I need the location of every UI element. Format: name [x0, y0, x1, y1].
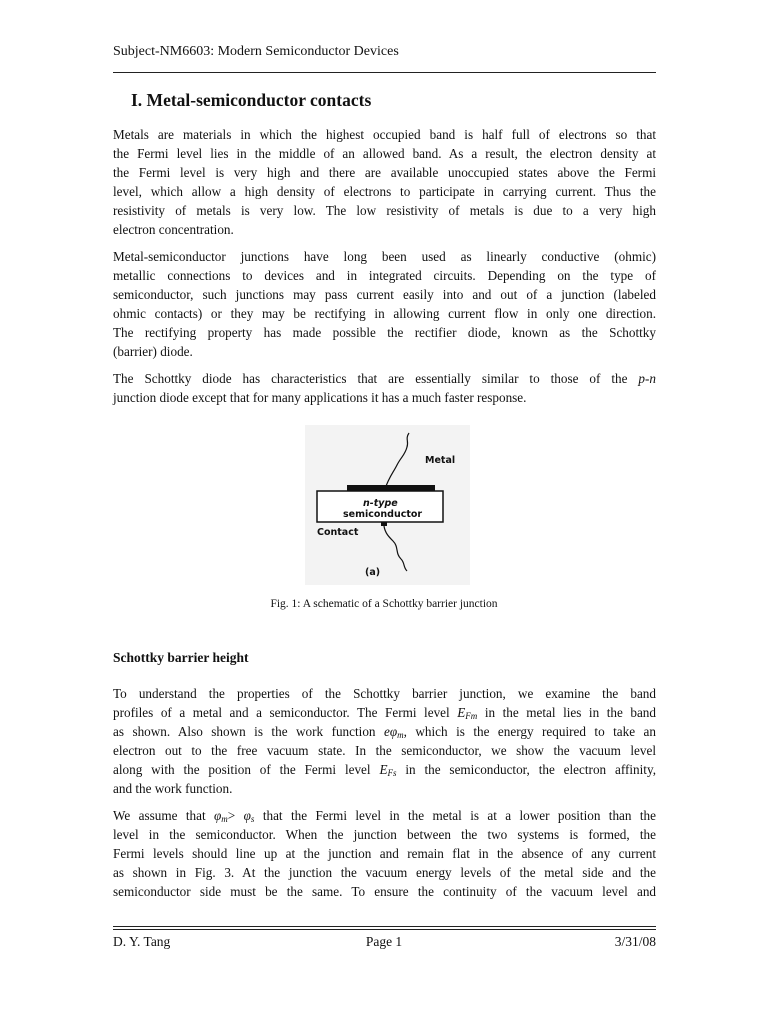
metal-layer: [347, 485, 435, 491]
label-ntype: n-type: [363, 498, 398, 509]
paragraph-line: along with the position of the Fermi level $E_{Fs}$ in the semiconductor, the electron affinity,: [113, 762, 657, 778]
paragraph-line: semiconductor side must be the same. To ensure the continuity of the vacuum level and: [113, 884, 656, 899]
paragraph-line: To understand the properties of the Schottky barrier junction, we examine the band: [113, 686, 656, 701]
italic-pn: p-n: [638, 371, 656, 386]
paragraph-line: junction diode except that for many applications it has a much faster response.: [113, 390, 527, 405]
paragraph-line: resistivity of metals is very low. The low resistivity of metals is due to a very high: [113, 203, 656, 218]
paragraph-line: We assume that $\varphi_m> \varphi_s$ that the Fermi level in the metal is at a lower position than the: [113, 808, 657, 824]
label-semiconductor: semiconductor: [343, 509, 423, 520]
paragraph-assumption: [113, 806, 656, 901]
paragraph-line: level, which allow a high density of electrons to participate in carrying current. Thus the: [113, 184, 656, 199]
paragraph-line: as shown. Also shown is the work function $e\varphi_m$, which is the energy required to take an: [113, 724, 656, 740]
footer-divider-top: [113, 926, 656, 927]
paragraph-line: ohmic contacts) or they may be rectifying in allowing current flow in only one direction.: [113, 306, 656, 321]
footer-divider-bottom: [113, 929, 656, 930]
paragraph-line: electron out to the free vacuum state. In the semiconductor, we show the vacuum level: [113, 743, 656, 758]
paragraph-line: semiconductor, such junctions may pass current easily into and out of a junction (labeled: [113, 287, 656, 302]
label-panel-a: (a): [365, 567, 381, 578]
paragraph-line: the Fermi level is very high and there are available unoccupied states above the Fermi: [113, 165, 656, 180]
paragraph-schottky-diode: [113, 369, 656, 407]
paragraph-band-profiles: [113, 684, 656, 798]
figure-caption: Fig. 1: A schematic of a Schottky barrier junction: [270, 598, 498, 610]
label-contact: Contact: [317, 527, 359, 538]
paragraph-line: electron concentration.: [113, 222, 234, 237]
paragraph-line: The Schottky diode has characteristics that are essentially similar to those of the p-n: [113, 371, 656, 386]
subsection-heading: Schottky barrier height: [113, 650, 249, 665]
paragraph-line: the Fermi level lies in the middle of an allowed band. As a result, the electron density at: [113, 146, 656, 161]
paragraph-line: (barrier) diode.: [113, 344, 193, 359]
section-heading: I. Metal-semiconductor contacts: [131, 90, 372, 110]
page-header-title: Subject-NM6603: Modern Semiconductor Devices: [113, 44, 399, 59]
paragraph-line: level in the semiconductor. When the junction between the two systems is formed, the: [113, 827, 656, 842]
schottky-junction-figure: [305, 425, 470, 585]
footer-page-number: Page 1: [365, 934, 403, 949]
paragraph-junctions: [113, 247, 656, 361]
paragraph-line: Metal-semiconductor junctions have long been used as linearly conductive (ohmic): [113, 249, 656, 264]
footer-date: 3/31/08: [614, 934, 656, 949]
paragraph-line: as shown in Fig. 3. At the junction the vacuum energy levels of the metal side and the: [113, 865, 656, 880]
paragraph-line: and the work function.: [113, 781, 233, 796]
paragraph-line: metallic connections to devices and in integrated circuits. Depending on the type of: [113, 268, 656, 283]
header-divider: [113, 72, 656, 73]
paragraph-line: Metals are materials in which the highest occupied band is half full of electrons so that: [113, 127, 656, 142]
paragraph-line: The rectifying property has made possible the rectifier diode, known as the Schottky: [113, 325, 656, 340]
paragraph-line: profiles of a metal and a semiconductor. The Fermi level $E_{Fm}$ in the metal lies in the band: [113, 705, 656, 721]
paragraph-line: Fermi levels should line up at the junction and remain flat in the absence of any current: [113, 846, 656, 861]
contact-dot: [381, 522, 387, 526]
paragraph-metals: [113, 125, 656, 239]
footer-author: D. Y. Tang: [113, 934, 171, 949]
label-metal: Metal: [425, 455, 456, 466]
